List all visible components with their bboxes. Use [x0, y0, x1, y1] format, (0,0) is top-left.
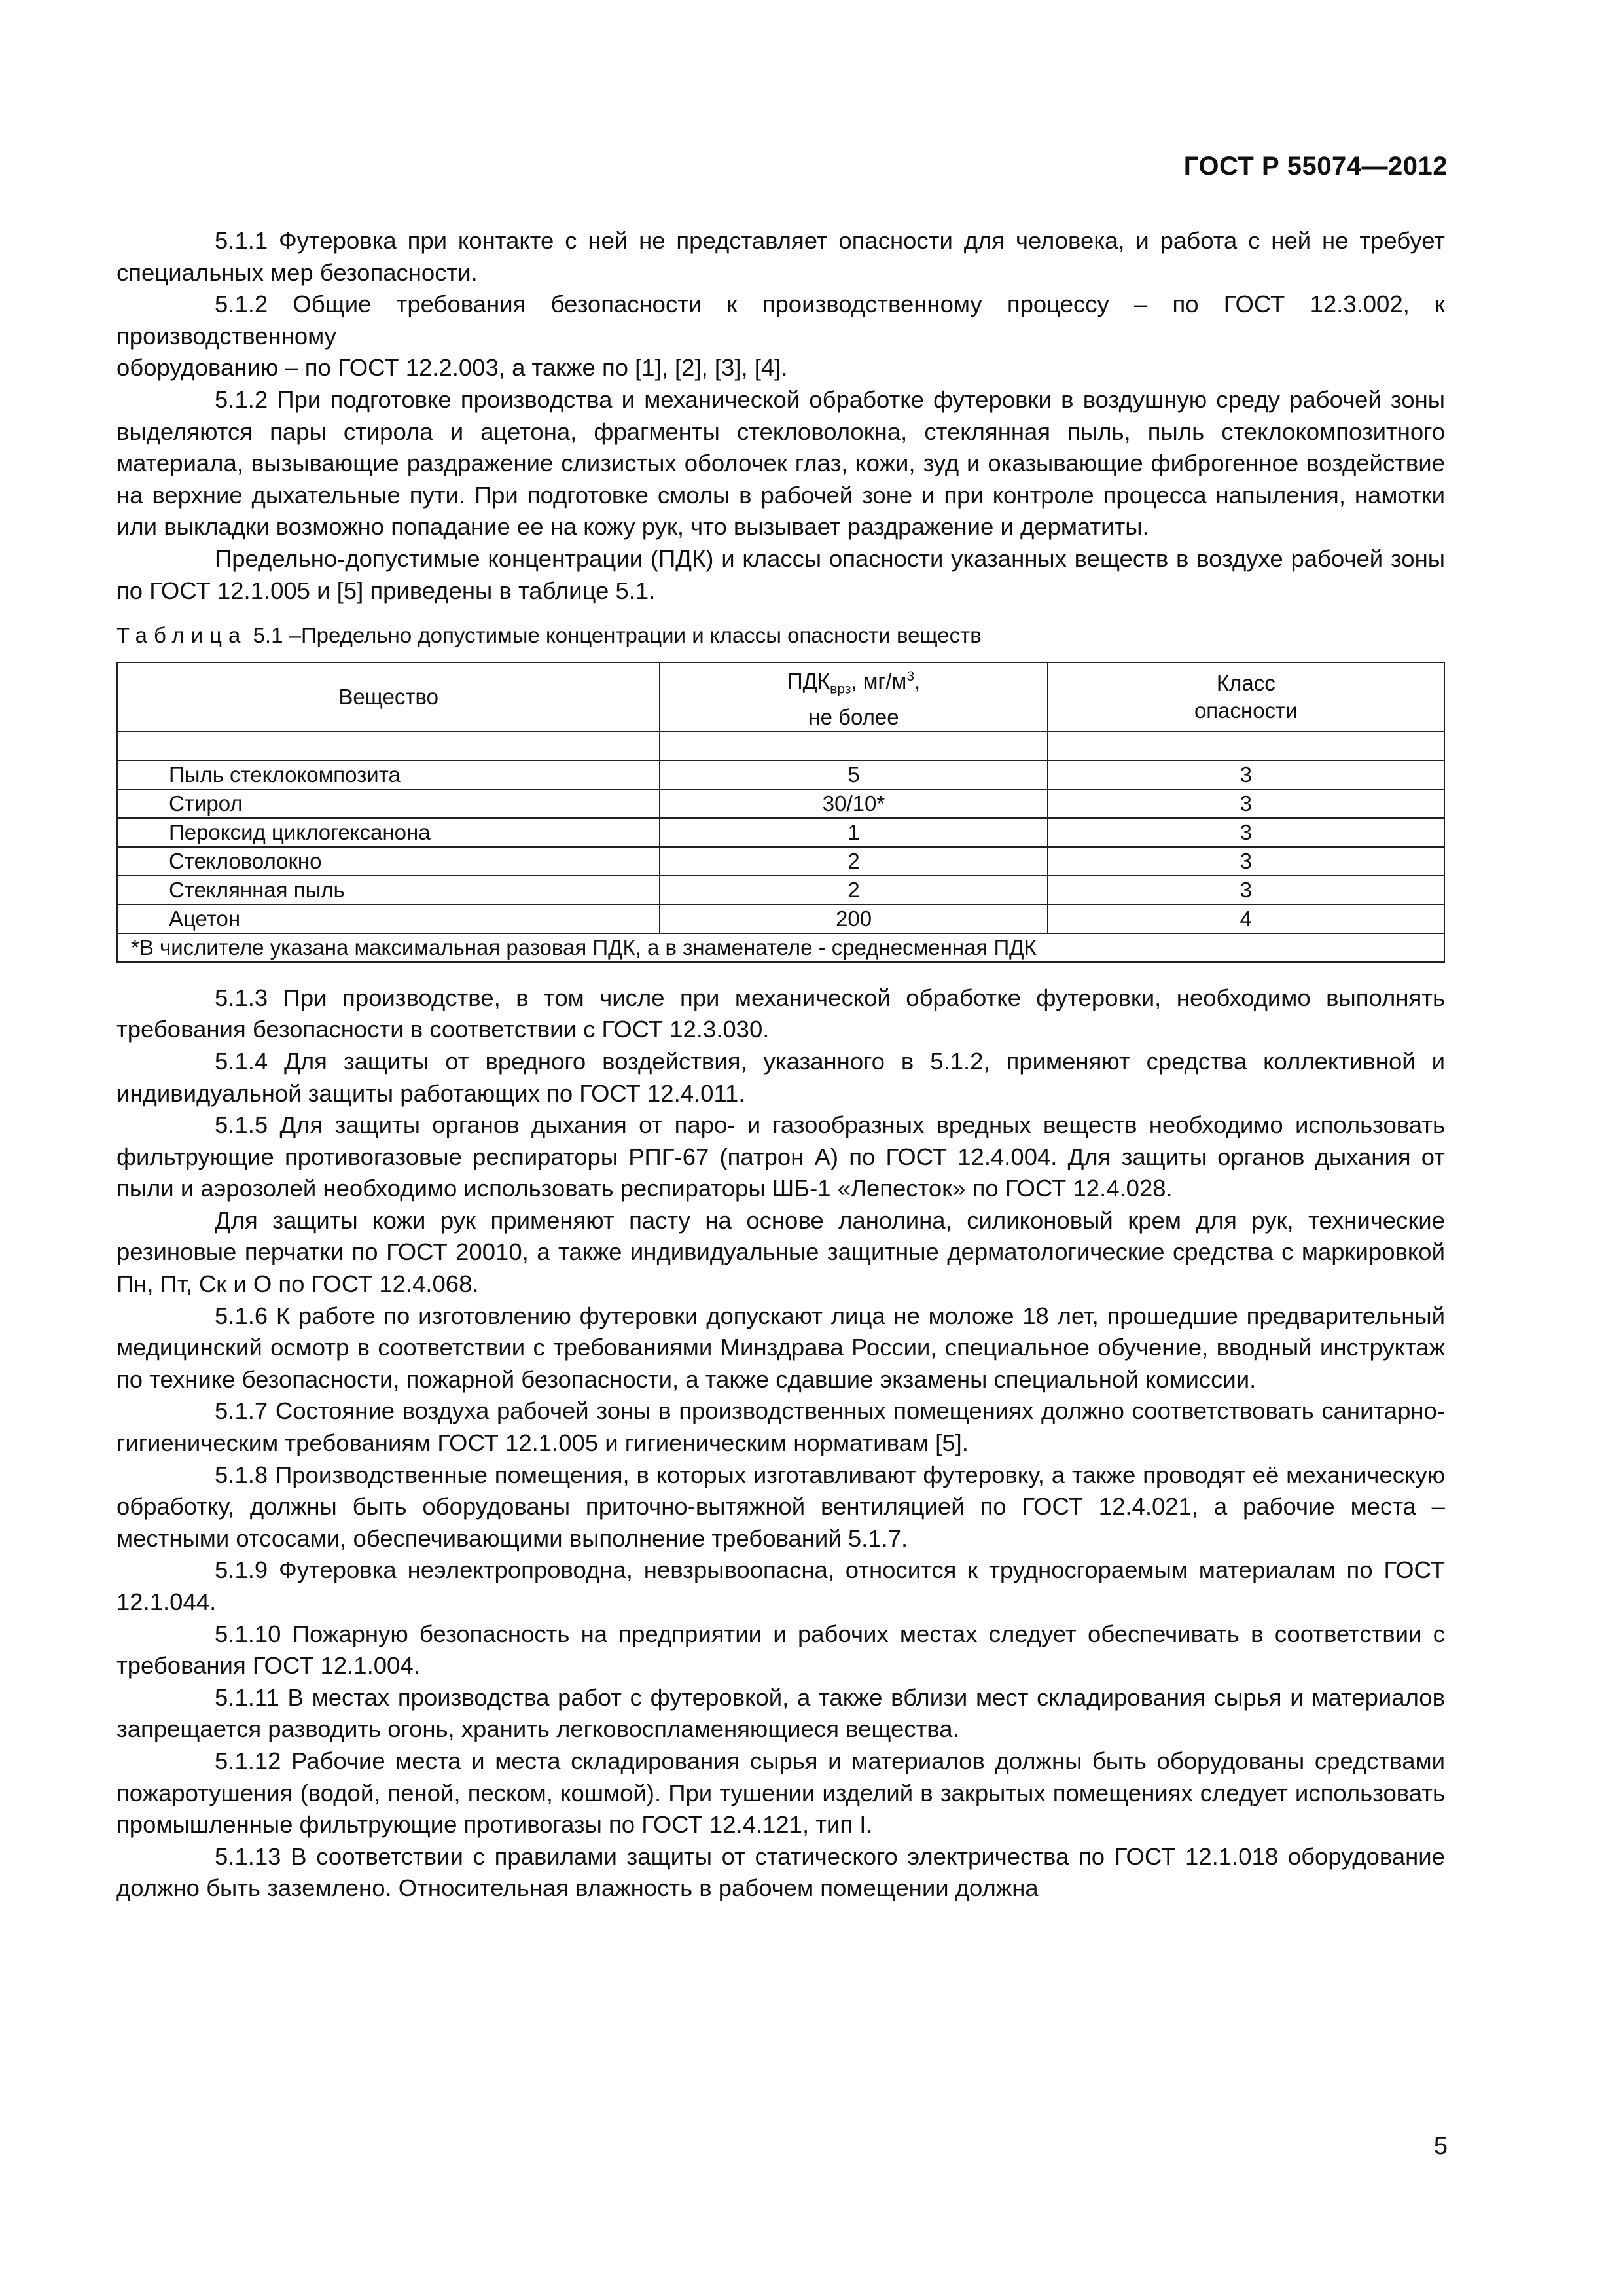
cell-substance: Ацетон: [117, 905, 660, 933]
table-row: [117, 847, 1444, 876]
header-pdk-suffix: ,: [914, 669, 921, 694]
header-pdk-prefix: ПДК: [787, 669, 830, 694]
table-row: [117, 905, 1444, 933]
paragraph-5-1-13: 5.1.13 В соответствии с правилами защиты от статического электричества по ГОСТ 12.1.018 оборудование должно быть заземлено. Относительная влажность в рабочем помещении должна: [116, 1842, 1445, 1902]
paragraph-5-1-9: 5.1.9 Футеровка неэлектропроводна, невзрывоопасна, относится к трудносгораемым материалам по ГОСТ 12.1.044.: [116, 1556, 1445, 1615]
paragraph-5-1-6: 5.1.6 К работе по изготовлению футеровки допускают лица не моложе 18 лет, прошедшие предварительный медицинский осмотр в соответствии с требованиями Минздрава России, специальное обучение, вводный инструктаж по технике безопасности, пожарной безопасности, а также сдавшие экзамены специальной комиссии.: [116, 1302, 1445, 1393]
cell-class: 3: [1048, 761, 1444, 789]
paragraph-5-1-10: 5.1.10 Пожарную безопасность на предприятии и рабочих местах следует обеспечивать в соответствии с требования ГОСТ 12.1.004.: [116, 1620, 1445, 1679]
paragraph-5-1-8: 5.1.8 Производственные помещения, в которых изготавливают футеровку, а также проводят её механическую обработку, должны быть оборудованы приточно-вытяжной вентиляцией по ГОСТ 12.4.021, а рабочие места – местными отсосами, обеспечивающими выполнение требований 5.1.7.: [116, 1461, 1445, 1552]
paragraph-5-1-1: 5.1.1 Футеровка при контакте с ней не представляет опасности для человека, и работа с ней не требует специальных мер безопасности.: [116, 227, 1445, 286]
paragraph-5-1-5: 5.1.5 Для защиты органов дыхания от паро- и газообразных вредных веществ необходимо использовать фильтрующие противогазовые респираторы РПГ-67 (патрон А) по ГОСТ 12.4.004. Для защиты органов дыхания от пыли и аэрозолей необходимо использовать респираторы ШБ-1 «Лепесток» по ГОСТ 12.4.028.: [116, 1111, 1445, 1202]
paragraph-5-1-7: 5.1.7 Состояние воздуха рабочей зоны в производственных помещениях должно соответствовать санитарно-гигиеническим требованиям ГОСТ 12.1.005 и гигиеническим нормативам [5].: [116, 1397, 1445, 1457]
standard-header: ГОСТ Р 55074—2012: [1183, 152, 1448, 181]
paragraph-5-1-2-hazards: 5.1.2 При подготовке производства и механической обработке футеровки в воздушную среду рабочей зоны выделяются пары стирола и ацетона, фрагменты стекловолокна, стеклянная пыль, пыль стеклокомпозитного материала, вызывающие раздражение слизистых оболочек глаз, кожи, зуд и оказывающие фиброгенное воздействие на верхние дыхательные пути. При подготовке смолы в рабочей зоне и при контроле процесса напыления, намотки или выкладки возможно попадание ее на кожу рук, что вызывает раздражение и дерматиты.: [116, 386, 1445, 541]
cell-substance: Стекловолокно: [117, 847, 660, 876]
cell-substance: Стеклянная пыль: [117, 876, 660, 905]
table-row: [117, 789, 1444, 818]
page-content: [116, 225, 1445, 1905]
page-number: 5: [1433, 2132, 1448, 2160]
header-pdk-unit: , мг/м: [851, 669, 907, 694]
cell-substance: Пероксид циклогексанона: [117, 818, 660, 847]
cell-substance: Стирол: [117, 789, 660, 818]
table-caption-label: Таблица: [116, 623, 247, 648]
cell-pdk: 5: [660, 761, 1047, 789]
cell-class: 3: [1048, 789, 1444, 818]
pdk-table: [116, 662, 1445, 963]
cell-pdk: 30/10*: [660, 789, 1047, 818]
paragraph-5-1-11: 5.1.11 В местах производства работ с футеровкой, а также вблизи мест складирования сырья и материалов запрещается разводить огонь, хранить легковоспламеняющиеся вещества.: [116, 1683, 1445, 1743]
paragraph-skin-protection: Для защиты кожи рук применяют пасту на основе ланолина, силиконовый крем для рук, технические резиновые перчатки по ГОСТ 20010, а также индивидуальные защитные дерматологические средства с маркировкой Пн, Пт, Ск и О по ГОСТ 12.4.068.: [116, 1206, 1445, 1298]
paragraph-5-1-3: 5.1.3 При производстве, в том числе при механической обработке футеровки, необходимо выполнять требования безопасности в соответствии с ГОСТ 12.3.030.: [116, 984, 1445, 1043]
cell-class: 3: [1048, 847, 1444, 876]
table-row: [117, 761, 1444, 789]
header-class-line1: Класс: [1216, 670, 1275, 695]
cell-pdk: 1: [660, 818, 1047, 847]
paragraph-5-1-2-continuation: оборудованию – по ГОСТ 12.2.003, а также по [1], [2], [3], [4].: [116, 354, 788, 382]
table-row: [117, 876, 1444, 905]
paragraph-5-1-2-general: 5.1.2 Общие требования безопасности к производственному процессу – по ГОСТ 12.3.002, к производственному: [116, 291, 1445, 350]
paragraph-5-1-12: 5.1.12 Рабочие места и места складирования сырья и материалов должны быть оборудованы средствами пожаротушения (водой, пеной, песком, кошмой). При тушении изделий в закрытых помещениях следует использовать промышленные фильтрующие противогазы по ГОСТ 12.4.121, тип I.: [116, 1747, 1445, 1839]
cell-pdk: 2: [660, 876, 1047, 905]
table-footnote: *В числителе указана максимальная разовая ПДК, а в знаменателе - среднесменная ПДК: [117, 933, 1444, 962]
header-pdk-line2: не более: [808, 704, 899, 729]
header-class-line2: опасности: [1194, 698, 1298, 723]
cell-pdk: 2: [660, 847, 1047, 876]
table-note-row: [117, 933, 1444, 962]
cell-class: 3: [1048, 876, 1444, 905]
paragraph-pdk-intro: Предельно-допустимые концентрации (ПДК) и классы опасности указанных веществ в воздухе рабочей зоны по ГОСТ 12.1.005 и [5] приведены в таблице 5.1.: [116, 545, 1445, 604]
table-row: [117, 818, 1444, 847]
table-caption-title: 5.1 –Предельно допустимые концентрации и классы опасности веществ: [253, 623, 982, 648]
cell-class: 3: [1048, 818, 1444, 847]
paragraph-5-1-4: 5.1.4 Для защиты от вредного воздействия, указанного в 5.1.2, применяют средства коллективной и индивидуальной защиты работающих по ГОСТ 12.4.011.: [116, 1047, 1445, 1107]
header-pdk-superscript: 3: [906, 669, 914, 685]
cell-pdk: 200: [660, 905, 1047, 933]
cell-class: 4: [1048, 905, 1444, 933]
table-header-row: [117, 662, 1444, 732]
cell-substance: Пыль стеклокомпозита: [117, 761, 660, 789]
table-empty-row: [117, 732, 1444, 761]
header-substance: Вещество: [117, 662, 660, 732]
header-class: [1048, 662, 1444, 732]
table-caption: [116, 622, 1445, 649]
header-pdk: [660, 662, 1047, 732]
header-pdk-subscript: врз: [830, 681, 851, 697]
